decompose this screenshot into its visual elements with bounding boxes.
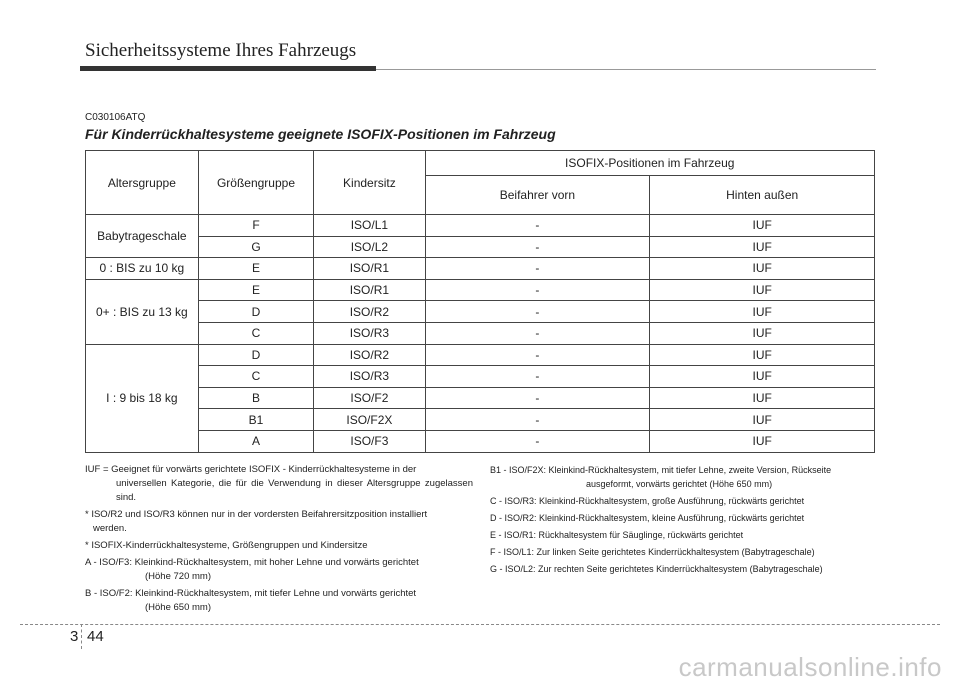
table-row [86, 215, 875, 237]
note-text: IUF = Geeignet für vorwärts gerichtete ISOFIX - Kinderrückhaltesysteme in der [85, 464, 417, 475]
note-text: B1 - ISO/F2X: Kleinkind-Rückhaltesystem, mit tiefer Lehne, zweite Version, Rückseite [490, 465, 832, 475]
chapter-number: 3 [70, 628, 79, 645]
note-item [490, 463, 880, 491]
front-cell: - [425, 344, 650, 366]
age-group-cell: Babytrageschale [86, 215, 199, 258]
note-item [490, 528, 880, 542]
header-age-group: Altersgruppe [86, 151, 199, 215]
table-row [86, 258, 875, 280]
page-header-title: Sicherheitssysteme Ihres Fahrzeugs [85, 40, 357, 61]
table-row [86, 387, 875, 409]
header-isofix-positions: ISOFIX-Positionen im Fahrzeug [425, 151, 874, 176]
note-item [85, 556, 473, 584]
note-continuation: ausgeformt, vorwärts gerichtet (Höhe 650 mm) [586, 479, 773, 489]
header-front-passenger: Beifahrer vorn [425, 176, 650, 215]
header-rule [80, 66, 376, 71]
seat-cell: ISO/F3 [314, 430, 425, 452]
rear-cell: IUF [650, 279, 875, 301]
front-cell: - [425, 301, 650, 323]
note-continuation: werden. [93, 523, 127, 534]
rear-cell: IUF [650, 236, 875, 258]
note-text: C - ISO/R3: Kleinkind-Rückhaltesystem, große Ausführung, rückwärts gerichtet [490, 496, 805, 506]
table-row [86, 409, 875, 431]
table-row [86, 301, 875, 323]
rear-cell: IUF [650, 430, 875, 452]
rear-cell: IUF [650, 344, 875, 366]
header-rule-thin [376, 69, 876, 70]
note-item [85, 463, 473, 505]
note-item [85, 539, 473, 553]
seat-cell: ISO/R3 [314, 366, 425, 388]
page-number: 44 [87, 628, 104, 645]
front-cell: - [425, 387, 650, 409]
notes-right [490, 463, 880, 579]
table-row [86, 366, 875, 388]
seat-cell: ISO/L1 [314, 215, 425, 237]
seat-cell: ISO/R2 [314, 301, 425, 323]
front-cell: - [425, 430, 650, 452]
size-cell: E [198, 258, 314, 280]
table-row [86, 344, 875, 366]
table-row [86, 236, 875, 258]
note-text: G - ISO/L2: Zur rechten Seite gerichtetes Kinderrückhaltesystem (Babytrageschale) [490, 564, 823, 574]
size-cell: D [198, 301, 314, 323]
size-cell: D [198, 344, 314, 366]
table-header-row [86, 151, 875, 176]
rear-cell: IUF [650, 387, 875, 409]
front-cell: - [425, 279, 650, 301]
rear-cell: IUF [650, 366, 875, 388]
table-row [86, 430, 875, 452]
note-continuation: (Höhe 650 mm) [145, 602, 211, 613]
front-cell: - [425, 322, 650, 344]
size-cell: G [198, 236, 314, 258]
front-cell: - [425, 366, 650, 388]
header-size-group: Größengruppe [198, 151, 314, 215]
note-item [85, 587, 473, 615]
note-item [490, 562, 880, 576]
seat-cell: ISO/F2 [314, 387, 425, 409]
note-text: * ISOFIX-Kinderrückhaltesysteme, Größengruppen und Kindersitze [85, 540, 368, 551]
note-item [490, 494, 880, 508]
front-cell: - [425, 236, 650, 258]
note-text: * ISO/R2 und ISO/R3 können nur in der vordersten Beifahrersitzposition installiert [85, 509, 428, 520]
page-number-divider [81, 624, 82, 649]
age-group-cell: I : 9 bis 18 kg [86, 344, 199, 452]
seat-cell: ISO/L2 [314, 236, 425, 258]
age-group-cell: 0+ : BIS zu 13 kg [86, 279, 199, 344]
note-text: A - ISO/F3: Kleinkind-Rückhaltesystem, mit hoher Lehne und vorwärts gerichtet [85, 557, 419, 568]
note-item [490, 545, 880, 559]
seat-cell: ISO/R1 [314, 258, 425, 280]
seat-cell: ISO/R2 [314, 344, 425, 366]
size-cell: B [198, 387, 314, 409]
notes-left [85, 463, 473, 618]
isofix-table [85, 150, 875, 453]
rear-cell: IUF [650, 215, 875, 237]
age-group-cell: 0 : BIS zu 10 kg [86, 258, 199, 280]
size-cell: F [198, 215, 314, 237]
footer-dashed-rule [20, 624, 940, 625]
front-cell: - [425, 215, 650, 237]
section-code: C030106ATQ [85, 112, 146, 123]
rear-cell: IUF [650, 301, 875, 323]
table-row [86, 322, 875, 344]
size-cell: C [198, 322, 314, 344]
seat-cell: ISO/R1 [314, 279, 425, 301]
size-cell: C [198, 366, 314, 388]
table-row [86, 279, 875, 301]
note-continuation: (Höhe 720 mm) [145, 571, 211, 582]
seat-cell: ISO/F2X [314, 409, 425, 431]
seat-cell: ISO/R3 [314, 322, 425, 344]
note-text: B - ISO/F2: Kleinkind-Rückhaltesystem, mit tiefer Lehne und vorwärts gerichtet [85, 588, 417, 599]
header-rear-outer: Hinten außen [650, 176, 875, 215]
note-text: E - ISO/R1: Rückhaltesystem für Säuglinge, rückwärts gerichtet [490, 530, 744, 540]
note-text: D - ISO/R2: Kleinkind-Rückhaltesystem, kleine Ausführung, rückwärts gerichtet [490, 513, 805, 523]
rear-cell: IUF [650, 258, 875, 280]
watermark-text: carmanualsonline.info [678, 652, 942, 682]
note-item [85, 508, 473, 536]
note-continuation: universellen Kategorie, die für die Verwendung in dieser Altersgruppe zugelassen sind. [116, 478, 473, 503]
front-cell: - [425, 258, 650, 280]
note-item [490, 511, 880, 525]
header-child-seat: Kindersitz [314, 151, 425, 215]
size-cell: B1 [198, 409, 314, 431]
rear-cell: IUF [650, 409, 875, 431]
size-cell: A [198, 430, 314, 452]
rear-cell: IUF [650, 322, 875, 344]
section-subtitle: Für Kinderrückhaltesysteme geeignete ISOFIX-Positionen im Fahrzeug [85, 126, 556, 142]
size-cell: E [198, 279, 314, 301]
note-text: F - ISO/L1: Zur linken Seite gerichtetes Kinderrückhaltesystem (Babytrageschale) [490, 547, 815, 557]
front-cell: - [425, 409, 650, 431]
